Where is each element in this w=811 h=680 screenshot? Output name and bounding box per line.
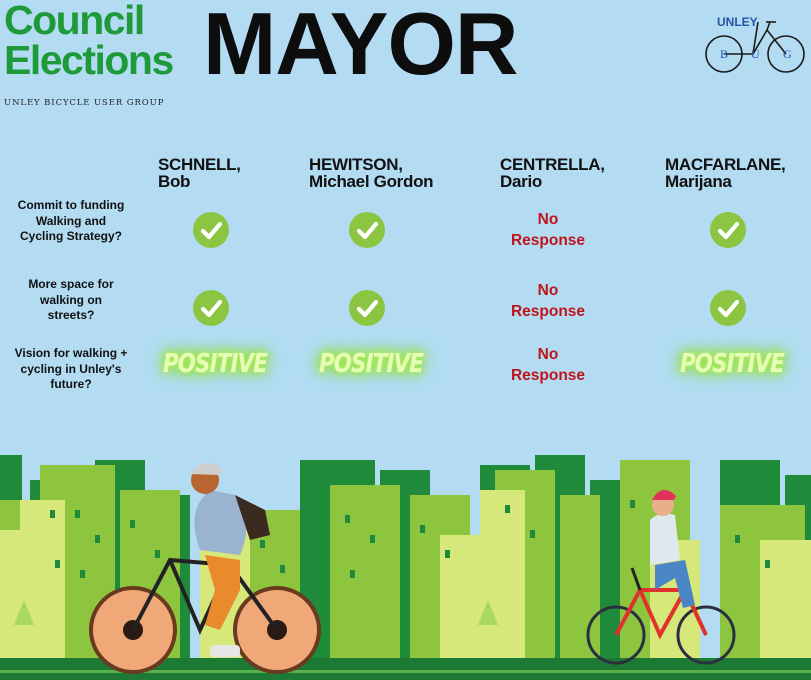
question-line: More space for <box>28 277 114 291</box>
candidate-first-name: Michael Gordon <box>309 172 434 191</box>
no-response-line1: No <box>537 211 559 228</box>
question-line: Vision for walking + <box>14 346 128 360</box>
question-line: streets? <box>47 308 95 322</box>
positive-label: POSITIVE <box>319 349 424 379</box>
question-line: Walking and <box>35 213 107 228</box>
council-line: Council <box>4 0 144 43</box>
question-line: cycling in Unley's <box>20 361 122 376</box>
candidate-header-centrella <box>500 156 605 190</box>
check-icon <box>710 290 746 326</box>
group-subtitle: UNLEY BICYCLE USER GROUP <box>4 98 165 108</box>
candidate-last-name: MACFARLANE, <box>665 155 786 174</box>
question-line: Commit to funding <box>17 198 125 212</box>
question-funding <box>0 198 146 245</box>
no-response-line2: Response <box>510 232 586 249</box>
logo-unley-text: UNLEY <box>717 15 758 29</box>
candidate-header-schnell <box>158 156 241 190</box>
check-icon <box>349 290 385 326</box>
no-response-label <box>498 344 598 386</box>
logo-letter-g: G <box>783 47 792 61</box>
no-response-line2: Response <box>510 367 586 384</box>
positive-label: POSITIVE <box>680 349 785 379</box>
check-icon <box>710 212 746 248</box>
page-title: MAYOR <box>203 0 518 93</box>
no-response-label <box>498 280 598 322</box>
council-elections-heading <box>4 0 173 83</box>
city-cyclists-illustration <box>0 440 811 680</box>
check-icon <box>349 212 385 248</box>
check-icon <box>193 290 229 326</box>
check-icon <box>193 212 229 248</box>
no-response-line1: No <box>537 282 559 299</box>
no-response-line2: Response <box>510 303 586 320</box>
candidate-last-name: CENTRELLA, <box>500 155 605 174</box>
no-response-line1: No <box>537 346 559 363</box>
candidate-first-name: Dario <box>500 172 542 191</box>
elections-line: Elections <box>4 37 173 83</box>
positive-label: POSITIVE <box>163 349 268 379</box>
question-vision <box>0 346 146 393</box>
question-line: future? <box>50 377 92 391</box>
question-line: walking on <box>39 292 102 307</box>
logo-letter-u: U <box>751 47 760 61</box>
candidate-header-hewitson <box>309 156 433 190</box>
candidate-first-name: Bob <box>158 172 191 191</box>
candidate-first-name: Marijana <box>665 172 732 191</box>
candidate-last-name: SCHNELL, <box>158 155 241 174</box>
candidate-header-macfarlane <box>665 156 785 190</box>
no-response-label <box>498 209 598 251</box>
logo-letter-b: B <box>720 47 729 61</box>
candidate-last-name: HEWITSON, <box>309 155 403 174</box>
question-line: Cycling Strategy? <box>19 229 123 243</box>
question-space <box>0 277 146 324</box>
